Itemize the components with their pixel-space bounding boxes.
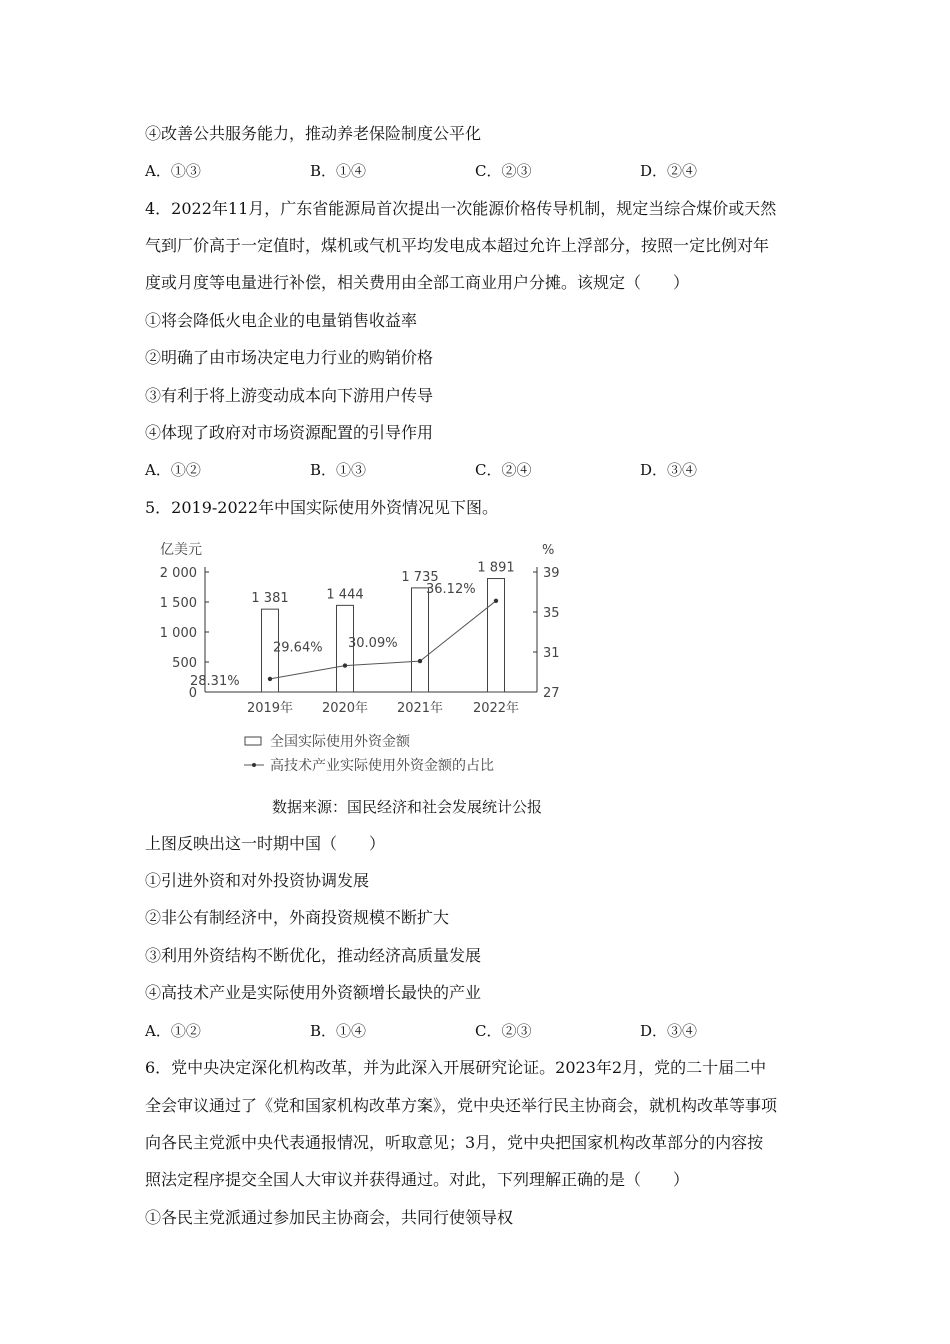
q4-option-d: D．③④	[640, 461, 698, 479]
ratio-point	[343, 663, 347, 667]
ratio-value-label: 36.12%	[426, 581, 476, 597]
q4-option-a: A．①②	[145, 461, 201, 479]
right-tick-label: 35	[543, 606, 560, 621]
ratio-value-label: 29.64%	[273, 640, 323, 656]
bar	[488, 579, 505, 692]
q4-item-2: ②明确了由市场决定电力行业的购销价格	[145, 348, 434, 367]
legend-bar-label: 全国实际使用外资金额	[270, 734, 410, 750]
left-tick-label: 2 000	[159, 566, 197, 581]
ratio-point	[418, 659, 422, 663]
q3-option-d: D．②④	[640, 162, 698, 180]
legend-line-label: 高技术产业实际使用外资金额的占比	[270, 758, 494, 774]
q3-option-a: A．①③	[145, 162, 201, 180]
q4-option-b: B．①③	[310, 461, 367, 479]
q3-options	[145, 161, 845, 181]
category-label: 2021年	[396, 701, 444, 716]
bar-value-label: 1 891	[477, 560, 515, 576]
q5-item-3: ③利用外资结构不断优化，推动经济高质量发展	[145, 946, 482, 965]
right-axis-title: %	[542, 543, 555, 558]
q6-stem-line-2: 全会审议通过了《党和国家机构改革方案》，党中央还举行民主协商会，就机构改革等事项	[145, 1096, 778, 1115]
q6-stem-line-1: 6．党中央决定深化机构改革，并为此深入开展研究论证。2023年2月，党的二十届二中	[145, 1058, 767, 1077]
q5-option-a: A．①②	[145, 1022, 201, 1040]
bar-value-label: 1 735	[401, 569, 439, 585]
category-label: 2022年	[472, 701, 520, 716]
q5-option-d: D．③④	[640, 1022, 698, 1040]
q4-option-c: C．②④	[475, 461, 532, 479]
q5-item-1: ①引进外资和对外投资协调发展	[145, 871, 370, 890]
q4-item-4: ④体现了政府对市场资源配置的引导作用	[145, 423, 434, 442]
category-label: 2019年	[246, 701, 294, 716]
q5-item-2: ②非公有制经济中，外商投资规模不断扩大	[145, 908, 450, 927]
q4-item-3: ③有利于将上游变动成本向下游用户传导	[145, 386, 434, 405]
q5-options	[145, 1021, 845, 1041]
right-tick-label: 39	[543, 566, 560, 581]
q6-stem-line-4: 照法定程序提交全国人大审议并获得通过。对此，下列理解正确的是（ ）	[145, 1170, 690, 1189]
q4-item-1: ①将会降低火电企业的电量销售收益率	[145, 311, 418, 330]
q3-option-c: C．②③	[475, 162, 532, 180]
right-tick-label: 31	[543, 646, 560, 661]
right-tick-label: 27	[543, 686, 560, 701]
q5-question: 上图反映出这一时期中国（ ）	[145, 834, 386, 853]
q5-option-b: B．①④	[310, 1022, 367, 1040]
q5-stem: 5．2019-2022年中国实际使用外资情况见下图。	[145, 498, 499, 517]
q6-item-1: ①各民主党派通过参加民主协商会，共同行使领导权	[145, 1208, 514, 1227]
ratio-point	[494, 599, 498, 603]
left-tick-label: 1 500	[159, 596, 197, 611]
ratio-value-label: 30.09%	[348, 636, 398, 652]
left-tick-label: 0	[188, 686, 197, 701]
q5-option-c: C．②③	[475, 1022, 532, 1040]
foreign-investment-chart	[150, 535, 570, 785]
q4-options	[145, 460, 845, 480]
legend-line-marker	[252, 763, 256, 767]
chart-source-note: 数据来源：国民经济和社会发展统计公报	[272, 798, 543, 816]
legend-bar-swatch	[245, 737, 261, 745]
bar	[412, 588, 429, 692]
q4-stem-line-2: 气到厂价高于一定值时，煤机或气机平均发电成本超过允许上浮部分，按照一定比例对年	[145, 236, 770, 255]
ratio-point	[268, 677, 272, 681]
bar-value-label: 1 444	[326, 587, 364, 603]
ratio-value-label: 28.31%	[190, 673, 240, 689]
q4-stem-line-1: 4．2022年11月，广东省能源局首次提出一次能源价格传导机制，规定当综合煤价或天然	[145, 199, 777, 218]
left-tick-label: 1 000	[159, 626, 197, 641]
q3-item-4: ④改善公共服务能力，推动养老保险制度公平化	[145, 124, 482, 143]
q4-stem-line-3: 度或月度等电量进行补偿，相关费用由全部工商业用户分摊。该规定（ ）	[145, 273, 690, 292]
left-tick-label: 500	[172, 656, 197, 671]
bar-value-label: 1 381	[251, 591, 289, 607]
q6-stem-line-3: 向各民主党派中央代表通报情况，听取意见；3月，党中央把国家机构改革部分的内容按	[145, 1133, 764, 1152]
q5-item-4: ④高技术产业是实际使用外资额增长最快的产业	[145, 983, 482, 1002]
left-axis-title: 亿美元	[160, 542, 202, 558]
category-label: 2020年	[321, 701, 369, 716]
q3-option-b: B．①④	[310, 162, 367, 180]
